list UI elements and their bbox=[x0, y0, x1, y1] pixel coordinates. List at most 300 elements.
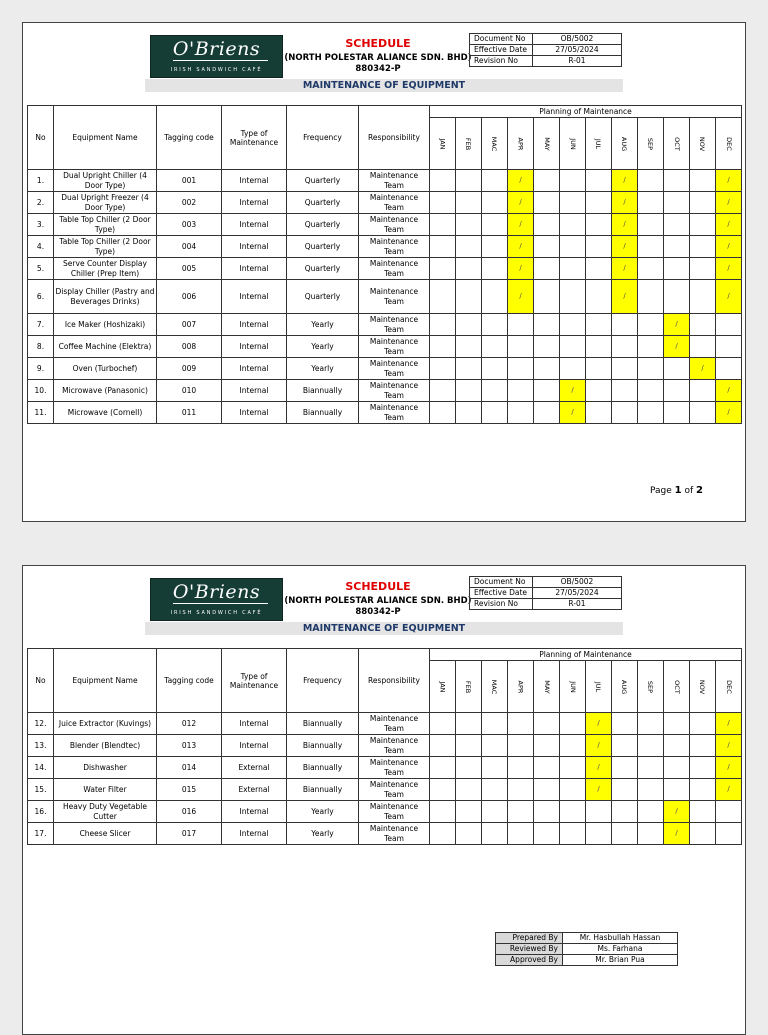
month-cell bbox=[456, 735, 482, 757]
month-cell bbox=[638, 192, 664, 214]
month-cell bbox=[534, 713, 560, 735]
month-cell bbox=[638, 258, 664, 280]
table-row bbox=[28, 735, 742, 757]
month-header bbox=[508, 661, 534, 713]
month-cell bbox=[664, 170, 690, 192]
maintenance-type: Internal bbox=[222, 713, 287, 735]
responsibility: Maintenance Team bbox=[359, 380, 430, 402]
month-cell bbox=[664, 779, 690, 801]
month-cell bbox=[638, 236, 664, 258]
month-cell bbox=[456, 314, 482, 336]
col-no-header: No bbox=[28, 106, 54, 170]
schedule-title: SCHEDULE bbox=[345, 580, 411, 593]
equipment-name: Microwave (Cornell) bbox=[54, 402, 157, 424]
revision-no-value: R-01 bbox=[533, 599, 622, 610]
frequency: Quarterly bbox=[287, 236, 359, 258]
logo-subtitle: IRISH SANDWICH CAFÉ bbox=[170, 610, 263, 616]
equipment-name: Heavy Duty Vegetable Cutter bbox=[54, 801, 157, 823]
maintenance-type: Internal bbox=[222, 280, 287, 314]
month-cell bbox=[534, 823, 560, 845]
maintenance-mark: / bbox=[560, 380, 586, 402]
maintenance-mark: / bbox=[690, 358, 716, 380]
responsibility: Maintenance Team bbox=[359, 757, 430, 779]
tagging-code: 015 bbox=[157, 779, 222, 801]
doc-no-label: Document No bbox=[470, 34, 533, 45]
row-number: 6. bbox=[28, 280, 54, 314]
table-row bbox=[28, 358, 742, 380]
month-cell bbox=[482, 757, 508, 779]
month-cell bbox=[690, 214, 716, 236]
page-current: 1 bbox=[674, 485, 682, 496]
company-name bbox=[263, 53, 493, 75]
table-row bbox=[28, 402, 742, 424]
maintenance-mark: / bbox=[612, 192, 638, 214]
row-number: 9. bbox=[28, 358, 54, 380]
month-header bbox=[482, 661, 508, 713]
month-label: OCT bbox=[672, 680, 681, 694]
company-line-2: 880342-P bbox=[355, 64, 401, 74]
month-cell bbox=[430, 258, 456, 280]
document-info-table bbox=[469, 576, 622, 610]
month-cell bbox=[638, 735, 664, 757]
company-line-1: (NORTH POLESTAR ALIANCE SDN. BHD) bbox=[284, 53, 472, 63]
month-cell bbox=[690, 380, 716, 402]
maintenance-type: Internal bbox=[222, 358, 287, 380]
month-cell bbox=[430, 380, 456, 402]
table-row bbox=[28, 757, 742, 779]
doc-no-value: OB/5002 bbox=[533, 34, 622, 45]
month-cell bbox=[612, 314, 638, 336]
month-cell bbox=[638, 314, 664, 336]
maintenance-mark: / bbox=[716, 214, 742, 236]
month-label: JAN bbox=[438, 138, 447, 150]
month-cell bbox=[612, 757, 638, 779]
schedule-title: SCHEDULE bbox=[345, 37, 411, 50]
responsibility: Maintenance Team bbox=[359, 236, 430, 258]
month-label: NOV bbox=[698, 679, 707, 695]
maintenance-mark: / bbox=[664, 336, 690, 358]
month-cell bbox=[534, 314, 560, 336]
month-cell bbox=[586, 258, 612, 280]
table-row bbox=[28, 192, 742, 214]
month-cell bbox=[586, 170, 612, 192]
maintenance-type: External bbox=[222, 757, 287, 779]
month-cell bbox=[560, 779, 586, 801]
equipment-name: Ice Maker (Hoshizaki) bbox=[54, 314, 157, 336]
maintenance-mark: / bbox=[560, 402, 586, 424]
equipment-name: Table Top Chiller (2 Door Type) bbox=[54, 236, 157, 258]
col-tagging-header: Tagging code bbox=[157, 106, 222, 170]
tagging-code: 007 bbox=[157, 314, 222, 336]
month-cell bbox=[690, 823, 716, 845]
approved-by-label: Approved By bbox=[496, 955, 563, 966]
month-label: JUL bbox=[594, 681, 603, 693]
maintenance-mark: / bbox=[716, 713, 742, 735]
month-cell bbox=[560, 280, 586, 314]
month-cell bbox=[456, 713, 482, 735]
table-row bbox=[28, 801, 742, 823]
month-label: MAC bbox=[490, 136, 499, 152]
month-cell bbox=[560, 336, 586, 358]
month-cell bbox=[586, 336, 612, 358]
month-cell bbox=[534, 358, 560, 380]
maintenance-mark: / bbox=[612, 280, 638, 314]
col-frequency-header: Frequency bbox=[287, 106, 359, 170]
month-cell bbox=[560, 735, 586, 757]
month-cell bbox=[482, 801, 508, 823]
month-cell bbox=[534, 757, 560, 779]
month-label: MAC bbox=[490, 679, 499, 695]
month-cell bbox=[534, 336, 560, 358]
equipment-name: Dishwasher bbox=[54, 757, 157, 779]
col-no-header: No bbox=[28, 649, 54, 713]
month-cell bbox=[560, 314, 586, 336]
month-cell bbox=[690, 280, 716, 314]
responsibility: Maintenance Team bbox=[359, 779, 430, 801]
revision-no-value: R-01 bbox=[533, 56, 622, 67]
month-cell bbox=[664, 713, 690, 735]
month-cell bbox=[508, 779, 534, 801]
row-number: 3. bbox=[28, 214, 54, 236]
month-cell bbox=[482, 314, 508, 336]
col-responsibility-header: Responsibility bbox=[359, 649, 430, 713]
month-label: APR bbox=[516, 137, 525, 151]
maintenance-mark: / bbox=[664, 823, 690, 845]
month-cell bbox=[612, 402, 638, 424]
effective-date-label: Effective Date bbox=[470, 588, 533, 599]
month-cell bbox=[482, 192, 508, 214]
col-tagging-header: Tagging code bbox=[157, 649, 222, 713]
month-cell bbox=[664, 236, 690, 258]
month-cell bbox=[586, 801, 612, 823]
maintenance-type: Internal bbox=[222, 823, 287, 845]
table-row bbox=[28, 314, 742, 336]
month-cell bbox=[664, 258, 690, 280]
row-number: 14. bbox=[28, 757, 54, 779]
month-cell bbox=[456, 823, 482, 845]
month-cell bbox=[690, 713, 716, 735]
month-label: SEP bbox=[646, 680, 655, 694]
month-cell bbox=[560, 801, 586, 823]
maintenance-mark: / bbox=[508, 170, 534, 192]
doc-no-value: OB/5002 bbox=[533, 577, 622, 588]
month-cell bbox=[430, 336, 456, 358]
effective-date-value: 27/05/2024 bbox=[533, 588, 622, 599]
month-cell bbox=[612, 358, 638, 380]
month-cell bbox=[430, 236, 456, 258]
maintenance-mark: / bbox=[716, 779, 742, 801]
doc-no-label: Document No bbox=[470, 577, 533, 588]
month-cell bbox=[482, 380, 508, 402]
equipment-name: Microwave (Panasonic) bbox=[54, 380, 157, 402]
schedule-page-1 bbox=[22, 22, 746, 522]
month-cell bbox=[560, 823, 586, 845]
responsibility: Maintenance Team bbox=[359, 735, 430, 757]
month-header bbox=[508, 118, 534, 170]
month-cell bbox=[586, 214, 612, 236]
month-cell bbox=[482, 823, 508, 845]
month-cell bbox=[456, 192, 482, 214]
month-cell bbox=[638, 380, 664, 402]
row-number: 1. bbox=[28, 170, 54, 192]
month-cell bbox=[508, 380, 534, 402]
document-info-table bbox=[469, 33, 622, 67]
month-header bbox=[664, 118, 690, 170]
table-row bbox=[28, 713, 742, 735]
month-cell bbox=[508, 801, 534, 823]
month-cell bbox=[638, 713, 664, 735]
month-cell bbox=[430, 735, 456, 757]
maintenance-mark: / bbox=[508, 236, 534, 258]
frequency: Biannually bbox=[287, 779, 359, 801]
month-label: AUG bbox=[620, 679, 629, 695]
row-number: 4. bbox=[28, 236, 54, 258]
month-label: DEC bbox=[724, 137, 733, 151]
month-cell bbox=[612, 735, 638, 757]
page-total: 2 bbox=[696, 485, 703, 496]
month-cell bbox=[482, 713, 508, 735]
responsibility: Maintenance Team bbox=[359, 713, 430, 735]
responsibility: Maintenance Team bbox=[359, 214, 430, 236]
tagging-code: 011 bbox=[157, 402, 222, 424]
equipment-name: Dual Upright Freezer (4 Door Type) bbox=[54, 192, 157, 214]
tagging-code: 009 bbox=[157, 358, 222, 380]
maintenance-mark: / bbox=[508, 192, 534, 214]
month-cell bbox=[534, 779, 560, 801]
month-cell bbox=[612, 380, 638, 402]
month-cell bbox=[482, 336, 508, 358]
frequency: Yearly bbox=[287, 801, 359, 823]
logo-swoosh bbox=[173, 603, 268, 604]
month-header bbox=[638, 661, 664, 713]
frequency: Quarterly bbox=[287, 192, 359, 214]
month-label: JUL bbox=[594, 138, 603, 150]
month-cell bbox=[534, 236, 560, 258]
maintenance-mark: / bbox=[586, 757, 612, 779]
month-cell bbox=[690, 258, 716, 280]
month-cell bbox=[664, 358, 690, 380]
month-cell bbox=[690, 192, 716, 214]
month-cell bbox=[456, 757, 482, 779]
month-cell bbox=[612, 823, 638, 845]
month-header bbox=[586, 661, 612, 713]
month-label: MAY bbox=[542, 137, 551, 151]
month-cell bbox=[430, 192, 456, 214]
month-cell bbox=[716, 801, 742, 823]
tagging-code: 010 bbox=[157, 380, 222, 402]
maintenance-mark: / bbox=[716, 735, 742, 757]
month-cell bbox=[638, 336, 664, 358]
month-cell bbox=[586, 280, 612, 314]
month-cell bbox=[508, 735, 534, 757]
table-row bbox=[28, 336, 742, 358]
month-cell bbox=[456, 214, 482, 236]
month-cell bbox=[430, 170, 456, 192]
company-line-2: 880342-P bbox=[355, 607, 401, 617]
month-cell bbox=[638, 402, 664, 424]
month-cell bbox=[534, 192, 560, 214]
maintenance-banner: MAINTENANCE OF EQUIPMENT bbox=[145, 622, 623, 635]
maintenance-mark: / bbox=[664, 801, 690, 823]
equipment-name: Serve Counter Display Chiller (Prep Item) bbox=[54, 258, 157, 280]
maintenance-mark: / bbox=[586, 779, 612, 801]
maintenance-mark: / bbox=[612, 170, 638, 192]
revision-no-label: Revision No bbox=[470, 599, 533, 610]
maintenance-mark: / bbox=[716, 380, 742, 402]
month-cell bbox=[456, 170, 482, 192]
month-cell bbox=[586, 358, 612, 380]
col-responsibility-header: Responsibility bbox=[359, 106, 430, 170]
equipment-name: Juice Extractor (Kuvings) bbox=[54, 713, 157, 735]
frequency: Biannually bbox=[287, 380, 359, 402]
maintenance-mark: / bbox=[716, 402, 742, 424]
month-header bbox=[612, 661, 638, 713]
maintenance-type: Internal bbox=[222, 402, 287, 424]
table-row bbox=[28, 823, 742, 845]
tagging-code: 016 bbox=[157, 801, 222, 823]
month-header bbox=[560, 118, 586, 170]
equipment-name: Blender (Blendtec) bbox=[54, 735, 157, 757]
col-equipment-header: Equipment Name bbox=[54, 106, 157, 170]
responsibility: Maintenance Team bbox=[359, 336, 430, 358]
maintenance-mark: / bbox=[716, 258, 742, 280]
equipment-name: Coffee Machine (Elektra) bbox=[54, 336, 157, 358]
reviewed-by-label: Reviewed By bbox=[496, 944, 563, 955]
tagging-code: 005 bbox=[157, 258, 222, 280]
equipment-name: Oven (Turbochef) bbox=[54, 358, 157, 380]
month-header bbox=[612, 118, 638, 170]
month-cell bbox=[508, 823, 534, 845]
responsibility: Maintenance Team bbox=[359, 280, 430, 314]
company-line-1: (NORTH POLESTAR ALIANCE SDN. BHD) bbox=[284, 596, 472, 606]
month-cell bbox=[482, 735, 508, 757]
page-of: of bbox=[684, 486, 694, 496]
month-cell bbox=[716, 358, 742, 380]
logo-script-text: O'Briens bbox=[172, 38, 261, 60]
month-label: FEB bbox=[464, 680, 473, 694]
month-cell bbox=[430, 779, 456, 801]
table-row bbox=[28, 214, 742, 236]
month-label: OCT bbox=[672, 137, 681, 151]
maintenance-table bbox=[27, 648, 742, 845]
month-cell bbox=[430, 801, 456, 823]
tagging-code: 014 bbox=[157, 757, 222, 779]
frequency: Quarterly bbox=[287, 280, 359, 314]
maintenance-mark: / bbox=[716, 280, 742, 314]
month-cell bbox=[664, 402, 690, 424]
month-cell bbox=[638, 801, 664, 823]
frequency: Yearly bbox=[287, 336, 359, 358]
tagging-code: 002 bbox=[157, 192, 222, 214]
month-header bbox=[482, 118, 508, 170]
month-cell bbox=[560, 258, 586, 280]
table-row bbox=[28, 779, 742, 801]
month-header bbox=[716, 661, 742, 713]
frequency: Biannually bbox=[287, 757, 359, 779]
month-cell bbox=[638, 757, 664, 779]
month-cell bbox=[612, 779, 638, 801]
month-cell bbox=[560, 170, 586, 192]
month-cell bbox=[534, 214, 560, 236]
responsibility: Maintenance Team bbox=[359, 170, 430, 192]
month-header bbox=[534, 118, 560, 170]
logo-swoosh bbox=[173, 60, 268, 61]
frequency: Yearly bbox=[287, 823, 359, 845]
month-cell bbox=[612, 713, 638, 735]
month-cell bbox=[690, 314, 716, 336]
month-cell bbox=[482, 402, 508, 424]
month-label: JAN bbox=[438, 681, 447, 693]
tagging-code: 001 bbox=[157, 170, 222, 192]
month-cell bbox=[560, 757, 586, 779]
month-header bbox=[690, 118, 716, 170]
month-cell bbox=[664, 280, 690, 314]
row-number: 13. bbox=[28, 735, 54, 757]
tagging-code: 004 bbox=[157, 236, 222, 258]
month-cell bbox=[456, 779, 482, 801]
row-number: 2. bbox=[28, 192, 54, 214]
responsibility: Maintenance Team bbox=[359, 402, 430, 424]
month-cell bbox=[716, 823, 742, 845]
maintenance-type: Internal bbox=[222, 336, 287, 358]
month-cell bbox=[690, 801, 716, 823]
month-header bbox=[430, 661, 456, 713]
frequency: Yearly bbox=[287, 358, 359, 380]
month-cell bbox=[430, 214, 456, 236]
month-cell bbox=[456, 280, 482, 314]
col-frequency-header: Frequency bbox=[287, 649, 359, 713]
month-cell bbox=[664, 735, 690, 757]
month-header bbox=[456, 661, 482, 713]
month-cell bbox=[456, 801, 482, 823]
equipment-name: Dual Upright Chiller (4 Door Type) bbox=[54, 170, 157, 192]
month-label: MAY bbox=[542, 680, 551, 694]
table-row bbox=[28, 380, 742, 402]
month-cell bbox=[586, 380, 612, 402]
maintenance-type: Internal bbox=[222, 236, 287, 258]
month-cell bbox=[456, 402, 482, 424]
month-cell bbox=[638, 779, 664, 801]
table-row bbox=[28, 236, 742, 258]
tagging-code: 003 bbox=[157, 214, 222, 236]
maintenance-type: Internal bbox=[222, 258, 287, 280]
equipment-name: Table Top Chiller (2 Door Type) bbox=[54, 214, 157, 236]
reviewed-by-value: Ms. Farhana bbox=[563, 944, 678, 955]
month-cell bbox=[638, 358, 664, 380]
equipment-name: Cheese Slicer bbox=[54, 823, 157, 845]
month-cell bbox=[534, 735, 560, 757]
month-cell bbox=[508, 713, 534, 735]
maintenance-mark: / bbox=[508, 258, 534, 280]
page-label: Page bbox=[649, 486, 672, 496]
month-cell bbox=[586, 823, 612, 845]
month-label: SEP bbox=[646, 137, 655, 151]
responsibility: Maintenance Team bbox=[359, 801, 430, 823]
maintenance-type: External bbox=[222, 779, 287, 801]
table-row bbox=[28, 170, 742, 192]
row-number: 17. bbox=[28, 823, 54, 845]
month-cell bbox=[560, 713, 586, 735]
month-cell bbox=[534, 801, 560, 823]
maintenance-type: Internal bbox=[222, 735, 287, 757]
row-number: 8. bbox=[28, 336, 54, 358]
month-cell bbox=[456, 358, 482, 380]
frequency: Biannually bbox=[287, 735, 359, 757]
prepared-by-label: Prepared By bbox=[496, 933, 563, 944]
month-cell bbox=[482, 236, 508, 258]
header-row bbox=[28, 649, 742, 661]
maintenance-mark: / bbox=[508, 214, 534, 236]
